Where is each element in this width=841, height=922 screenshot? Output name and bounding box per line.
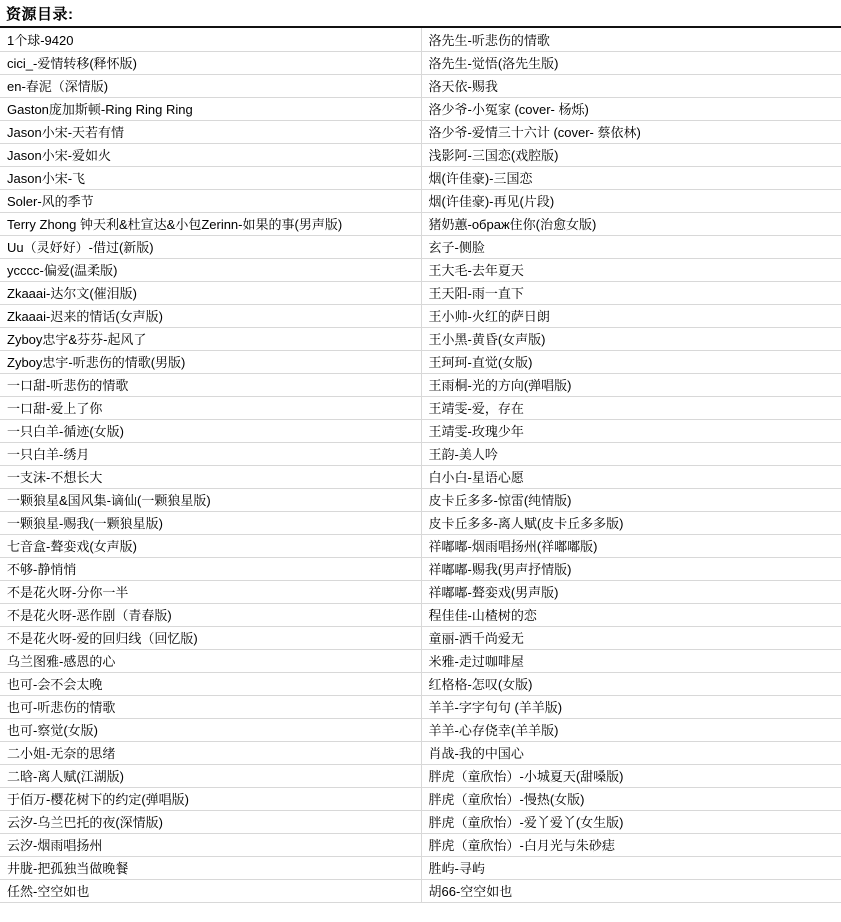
resource-item-right[interactable]: 红格格-怎叹(女版) <box>421 672 841 695</box>
resource-item-right[interactable]: 胖虎（童欣怡）-白月光与朱砂痣 <box>421 833 841 856</box>
table-row[interactable] <box>0 396 841 419</box>
resource-item-right[interactable]: 祥嘟嘟-烟雨唱扬州(祥嘟嘟版) <box>421 534 841 557</box>
resource-item-right[interactable]: 猪奶蕙-ображ住你(治愈女版) <box>421 212 841 235</box>
table-row[interactable] <box>0 603 841 626</box>
resource-item-right[interactable]: 皮卡丘多多-离人赋(皮卡丘多多版) <box>421 511 841 534</box>
resource-item-left[interactable]: 也可-听悲伤的情歌 <box>0 695 421 718</box>
table-row[interactable] <box>0 281 841 304</box>
resource-item-left[interactable]: Jason小宋-爱如火 <box>0 143 421 166</box>
resource-item-left[interactable]: 一颗狼星&国风集-谪仙(一颗狼星版) <box>0 488 421 511</box>
table-row[interactable] <box>0 649 841 672</box>
resource-item-left[interactable]: 一颗狼星-赐我(一颗狼星版) <box>0 511 421 534</box>
resource-item-left[interactable]: 七音盒-聱娈戏(女声版) <box>0 534 421 557</box>
table-row[interactable] <box>0 189 841 212</box>
table-row[interactable] <box>0 235 841 258</box>
table-row[interactable] <box>0 787 841 810</box>
table-row[interactable] <box>0 442 841 465</box>
resource-item-left[interactable]: 乌兰图雅-感恩的心 <box>0 649 421 672</box>
table-row[interactable] <box>0 166 841 189</box>
resource-item-left[interactable]: cici_-爱情转移(释怀版) <box>0 51 421 74</box>
resource-item-right[interactable]: 王韵-美人吟 <box>421 442 841 465</box>
table-row[interactable] <box>0 626 841 649</box>
table-row[interactable] <box>0 212 841 235</box>
table-row[interactable] <box>0 810 841 833</box>
resource-item-right[interactable]: 羊羊-字字句句 (羊羊版) <box>421 695 841 718</box>
resource-item-right[interactable]: 祥嘟嘟-赐我(男声抒情版) <box>421 557 841 580</box>
resource-item-left[interactable]: 也可-会不会太晚 <box>0 672 421 695</box>
resource-item-right[interactable]: 洛天依-赐我 <box>421 74 841 97</box>
resource-item-left[interactable]: 任然-空空如也 <box>0 879 421 902</box>
resource-item-left[interactable]: 云汐-烟雨唱扬州 <box>0 833 421 856</box>
resource-item-left[interactable]: 于佰万-樱花树下的约定(弹唱版) <box>0 787 421 810</box>
resource-item-left[interactable]: Soler-风的季节 <box>0 189 421 212</box>
resource-item-right[interactable]: 王雨桐-光的方向(弹唱版) <box>421 373 841 396</box>
resource-item-right[interactable]: 烟(许佳豪)-再见(片段) <box>421 189 841 212</box>
resource-item-left[interactable]: 一支沫-不想长大 <box>0 465 421 488</box>
resource-item-left[interactable]: 1个球-9420 <box>0 28 421 51</box>
table-row[interactable] <box>0 120 841 143</box>
resource-item-left[interactable]: Uu（灵妤好）-借过(新版) <box>0 235 421 258</box>
resource-item-left[interactable]: ycccc-偏爱(温柔版) <box>0 258 421 281</box>
resource-item-right[interactable]: 浅影阿-三国恋(戏腔版) <box>421 143 841 166</box>
table-row[interactable] <box>0 350 841 373</box>
resource-item-right[interactable]: 胡66-空空如也 <box>421 879 841 902</box>
resource-item-right[interactable]: 胖虎（童欣怡）-小城夏天(甜嗓版) <box>421 764 841 787</box>
table-row[interactable] <box>0 672 841 695</box>
resource-item-left[interactable]: 一只白羊-循迹(女版) <box>0 419 421 442</box>
resource-item-left[interactable]: 二晗-离人赋(江湖版) <box>0 764 421 787</box>
table-row[interactable] <box>0 51 841 74</box>
table-row[interactable] <box>0 327 841 350</box>
table-row[interactable] <box>0 741 841 764</box>
resource-item-right[interactable]: 米雅-走过咖啡屋 <box>421 649 841 672</box>
resource-item-left[interactable]: 井胧-把孤独当做晚餐 <box>0 856 421 879</box>
table-row[interactable] <box>0 534 841 557</box>
table-row[interactable] <box>0 74 841 97</box>
resource-item-right[interactable]: 王靖雯-玫瑰少年 <box>421 419 841 442</box>
resource-item-left[interactable]: 一只白羊-绣月 <box>0 442 421 465</box>
resource-table-body <box>0 28 841 902</box>
resource-item-right[interactable]: 洛先生-觉悟(洛先生版) <box>421 51 841 74</box>
resource-item-right[interactable]: 洛少爷-小冤家 (cover- 杨烁) <box>421 97 841 120</box>
table-row[interactable] <box>0 695 841 718</box>
table-row[interactable] <box>0 879 841 902</box>
resource-item-right[interactable]: 洛先生-听悲伤的情歌 <box>421 28 841 51</box>
table-row[interactable] <box>0 488 841 511</box>
resource-item-right[interactable]: 王天阳-雨一直下 <box>421 281 841 304</box>
table-row[interactable] <box>0 419 841 442</box>
resource-item-left[interactable]: en-春泥（深情版) <box>0 74 421 97</box>
resource-item-left[interactable]: 云汐-乌兰巴托的夜(深情版) <box>0 810 421 833</box>
table-row[interactable] <box>0 304 841 327</box>
resource-item-right[interactable]: 烟(许佳豪)-三国恋 <box>421 166 841 189</box>
resource-item-left[interactable]: Jason小宋-天若有情 <box>0 120 421 143</box>
resource-item-right[interactable]: 玄子-侧脸 <box>421 235 841 258</box>
resource-item-left[interactable]: Zyboy忠宇&芬芬-起风了 <box>0 327 421 350</box>
resource-item-right[interactable]: 王小帅-火红的萨日朗 <box>421 304 841 327</box>
resource-item-right[interactable]: 羊羊-心存侥幸(羊羊版) <box>421 718 841 741</box>
resource-item-left[interactable]: Terry Zhong 钟天利&杜宣达&小包Zerinn-如果的事(男声版) <box>0 212 421 235</box>
resource-item-left[interactable]: 二小姐-无奈的思绪 <box>0 741 421 764</box>
resource-item-right[interactable]: 白小白-星语心愿 <box>421 465 841 488</box>
resource-item-right[interactable]: 王大毛-去年夏天 <box>421 258 841 281</box>
resource-item-left[interactable]: 一口甜-听悲伤的情歌 <box>0 373 421 396</box>
table-row[interactable] <box>0 28 841 51</box>
resource-item-left[interactable]: Zkaaai-迟来的情话(女声版) <box>0 304 421 327</box>
resource-item-right[interactable]: 王小黑-黄昏(女声版) <box>421 327 841 350</box>
page-header <box>0 0 841 28</box>
resource-item-left[interactable]: 不是花火呀-分你一半 <box>0 580 421 603</box>
table-row[interactable] <box>0 258 841 281</box>
table-row[interactable] <box>0 97 841 120</box>
table-row[interactable] <box>0 856 841 879</box>
table-row[interactable] <box>0 764 841 787</box>
table-row[interactable] <box>0 557 841 580</box>
resource-item-right[interactable]: 胖虎（童欣怡）-慢热(女版) <box>421 787 841 810</box>
resource-table <box>0 28 841 903</box>
resource-item-right[interactable]: 王珂珂-直觉(女版) <box>421 350 841 373</box>
resource-item-left[interactable]: Gaston庞加斯顿-Ring Ring Ring <box>0 97 421 120</box>
resource-item-left[interactable]: Zkaaai-达尔文(催泪版) <box>0 281 421 304</box>
table-row[interactable] <box>0 718 841 741</box>
resource-item-right[interactable]: 童丽-洒千尚爱无 <box>421 626 841 649</box>
resource-item-right[interactable]: 皮卡丘多多-惊雷(纯情版) <box>421 488 841 511</box>
resource-item-left[interactable]: Zyboy忠宇-听悲伤的情歌(男版) <box>0 350 421 373</box>
resource-item-right[interactable]: 胖虎（童欣怡）-爱丫爱丫(女生版) <box>421 810 841 833</box>
resource-item-left[interactable]: 一口甜-爱上了你 <box>0 396 421 419</box>
table-row[interactable] <box>0 511 841 534</box>
resource-item-left[interactable]: Jason小宋-飞 <box>0 166 421 189</box>
resource-item-left[interactable]: 也可-察觉(女版) <box>0 718 421 741</box>
table-row[interactable] <box>0 143 841 166</box>
resource-item-right[interactable]: 程佳佳-山楂树的恋 <box>421 603 841 626</box>
resource-item-left[interactable]: 不够-静悄悄 <box>0 557 421 580</box>
resource-item-right[interactable]: 洛少爷-爱情三十六计 (cover- 蔡依林) <box>421 120 841 143</box>
table-row[interactable] <box>0 580 841 603</box>
resource-item-right[interactable]: 王靖雯-爱，存在 <box>421 396 841 419</box>
table-row[interactable] <box>0 833 841 856</box>
resource-item-right[interactable]: 祥嘟嘟-聱娈戏(男声版) <box>421 580 841 603</box>
resource-item-right[interactable]: 肖战-我的中国心 <box>421 741 841 764</box>
resource-item-right[interactable]: 胜屿-寻屿 <box>421 856 841 879</box>
table-row[interactable] <box>0 465 841 488</box>
resource-item-left[interactable]: 不是花火呀-爱的回归线（回忆版) <box>0 626 421 649</box>
page-title: 资源目录: <box>6 5 74 23</box>
resource-item-left[interactable]: 不是花火呀-恶作剧（青春版) <box>0 603 421 626</box>
table-row[interactable] <box>0 373 841 396</box>
